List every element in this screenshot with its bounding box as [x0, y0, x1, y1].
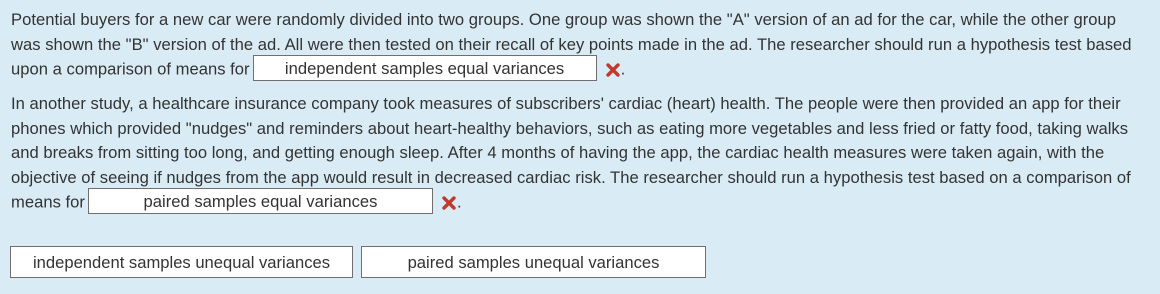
question-2-text: In another study, a healthcare insurance company took measures of subscribers' cardiac (heart) health. The people were then provided an app for their phones which provided "nudges" and reminders about heart-healthy behaviors, such as eating more vegetables and less fried or fatty food, taking walks and breaks from sitting too long, and getting enough sleep. After 4 months of having the app, the cardiac health measures were taken again, with the objective of seeing if nudges from the app would result in decreased cardiac risk. The researcher should run a hypothesis test based on a comparison of means for: [11, 94, 1131, 212]
question-1: [11, 8, 1148, 83]
question-1-text: Potential buyers for a new car were randomly divided into two groups. One group was shown the "A" version of an ad for the car, while the other group was shown the "B" version of the ad. All were then tested on their recall of key points made in the ad. The researcher should run a hypothesis test based upon a comparison of means for: [11, 10, 1132, 79]
x-mark-icon: [441, 195, 457, 211]
question-2: [11, 92, 1148, 216]
x-mark-icon: [605, 62, 621, 78]
answer-drop-zone-2[interactable]: paired samples equal variances: [88, 188, 433, 214]
answer-bank: [10, 246, 706, 278]
answer-drop-zone-1[interactable]: independent samples equal variances: [253, 55, 597, 81]
question-2-period: .: [456, 192, 462, 212]
answer-chip-independent-unequal[interactable]: independent samples unequal variances: [10, 246, 353, 278]
answer-chip-paired-unequal[interactable]: paired samples unequal variances: [361, 246, 706, 278]
question-1-period: .: [620, 59, 626, 79]
